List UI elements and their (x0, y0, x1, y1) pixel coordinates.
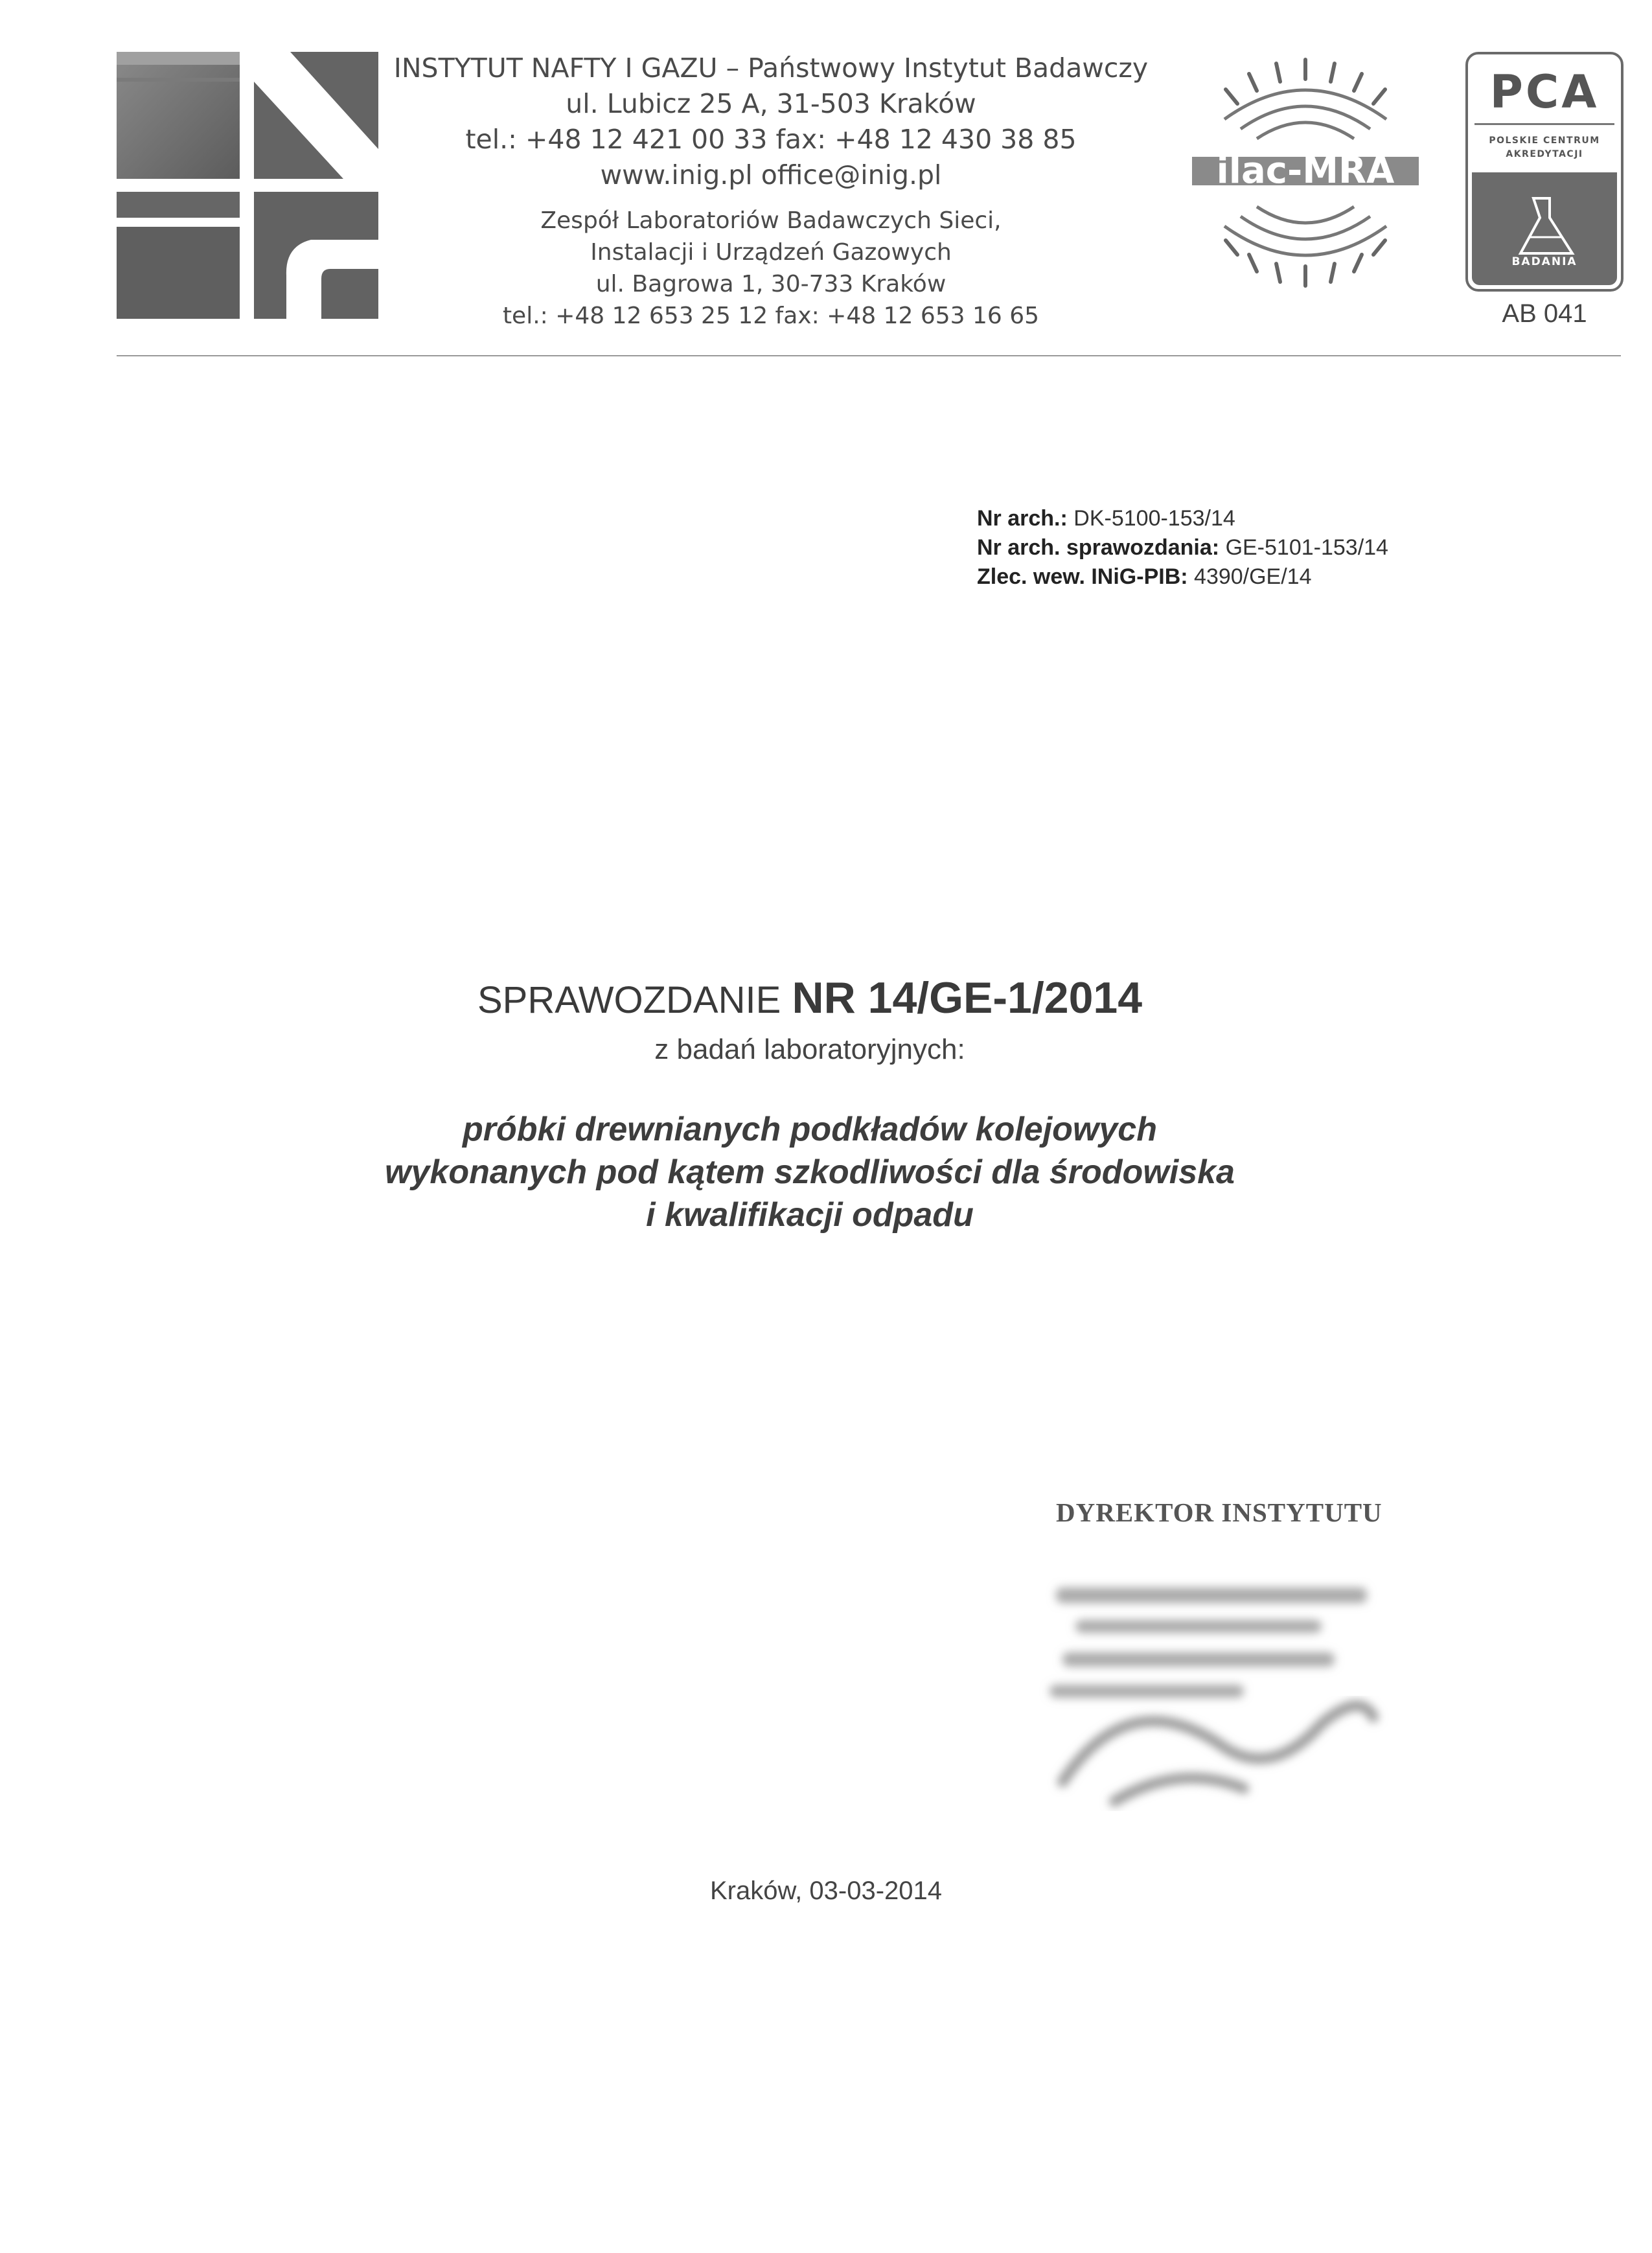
report-title-number: NR 14/GE-1/2014 (792, 973, 1143, 1023)
flask-icon (1511, 192, 1582, 263)
pca-subtitle-2: AKREDYTACJI (1506, 149, 1583, 159)
institute-name: INSTYTUT NAFTY I GAZU – Państwowy Instytut Badawczy (393, 52, 1149, 84)
signature-stamp (1037, 1568, 1399, 1840)
report-title-label: SPRAWOZDANIE (477, 979, 781, 1021)
subject-line-3: i kwalifikacji odpadu (646, 1196, 974, 1234)
institute-address: ul. Lubicz 25 A, 31-503 Kraków (566, 88, 976, 119)
lab-name-2: Instalacji i Urządzeń Gazowych (590, 239, 952, 266)
institute-header-text (363, 51, 1179, 332)
lab-name-1: Zespół Laboratoriów Badawczych Sieci, (540, 207, 1002, 234)
report-title-block (194, 972, 1425, 1236)
report-subject (194, 1108, 1425, 1236)
ilac-mra-seal (1179, 48, 1432, 297)
subject-line-2: wykonanych pod kątem szkodliwości dla środowiska (385, 1153, 1235, 1191)
order-value: 4390/GE/14 (1194, 564, 1312, 589)
nr-arch-label: Nr arch.: (977, 506, 1068, 531)
institute-phones: tel.: +48 12 421 00 33 fax: +48 12 430 38 85 (465, 124, 1077, 155)
ilac-text: ilac-MRA (1216, 150, 1395, 192)
nr-report-value: GE-5101-153/14 (1225, 535, 1388, 560)
lab-phones: tel.: +48 12 653 25 12 fax: +48 12 653 16 65 (502, 303, 1040, 329)
place-date: Kraków, 03-03-2014 (709, 1877, 942, 1905)
lab-address: ul. Bagrowa 1, 30-733 Kraków (595, 271, 946, 297)
inig-logo (117, 52, 378, 319)
pca-badania: BADANIA (1511, 255, 1577, 268)
accreditation-code: AB 041 (1502, 299, 1587, 328)
pca-title: PCA (1489, 65, 1600, 119)
pca-accreditation-badge (1465, 52, 1623, 292)
institute-web: www.inig.pl office@inig.pl (600, 159, 942, 191)
nr-report-label: Nr arch. sprawozdania: (977, 535, 1220, 560)
order-label: Zlec. wew. INiG-PIB: (977, 564, 1188, 589)
archive-numbers (977, 504, 1388, 592)
header-divider (117, 355, 1621, 356)
archive-row (977, 562, 1388, 592)
pca-subtitle-1: POLSKIE CENTRUM (1489, 135, 1600, 146)
nr-arch-value: DK-5100-153/14 (1073, 506, 1235, 531)
director-title: DYREKTOR INSTYTUTU (1056, 1497, 1382, 1527)
subject-line-1: próbki drewnianych podkładów kolejowych (463, 1111, 1157, 1148)
report-subtitle: z badań laboratoryjnych: (654, 1034, 965, 1065)
archive-row (977, 533, 1388, 562)
report-title (194, 972, 1425, 1026)
archive-row (977, 504, 1388, 533)
pca-dark-panel (1472, 172, 1617, 285)
